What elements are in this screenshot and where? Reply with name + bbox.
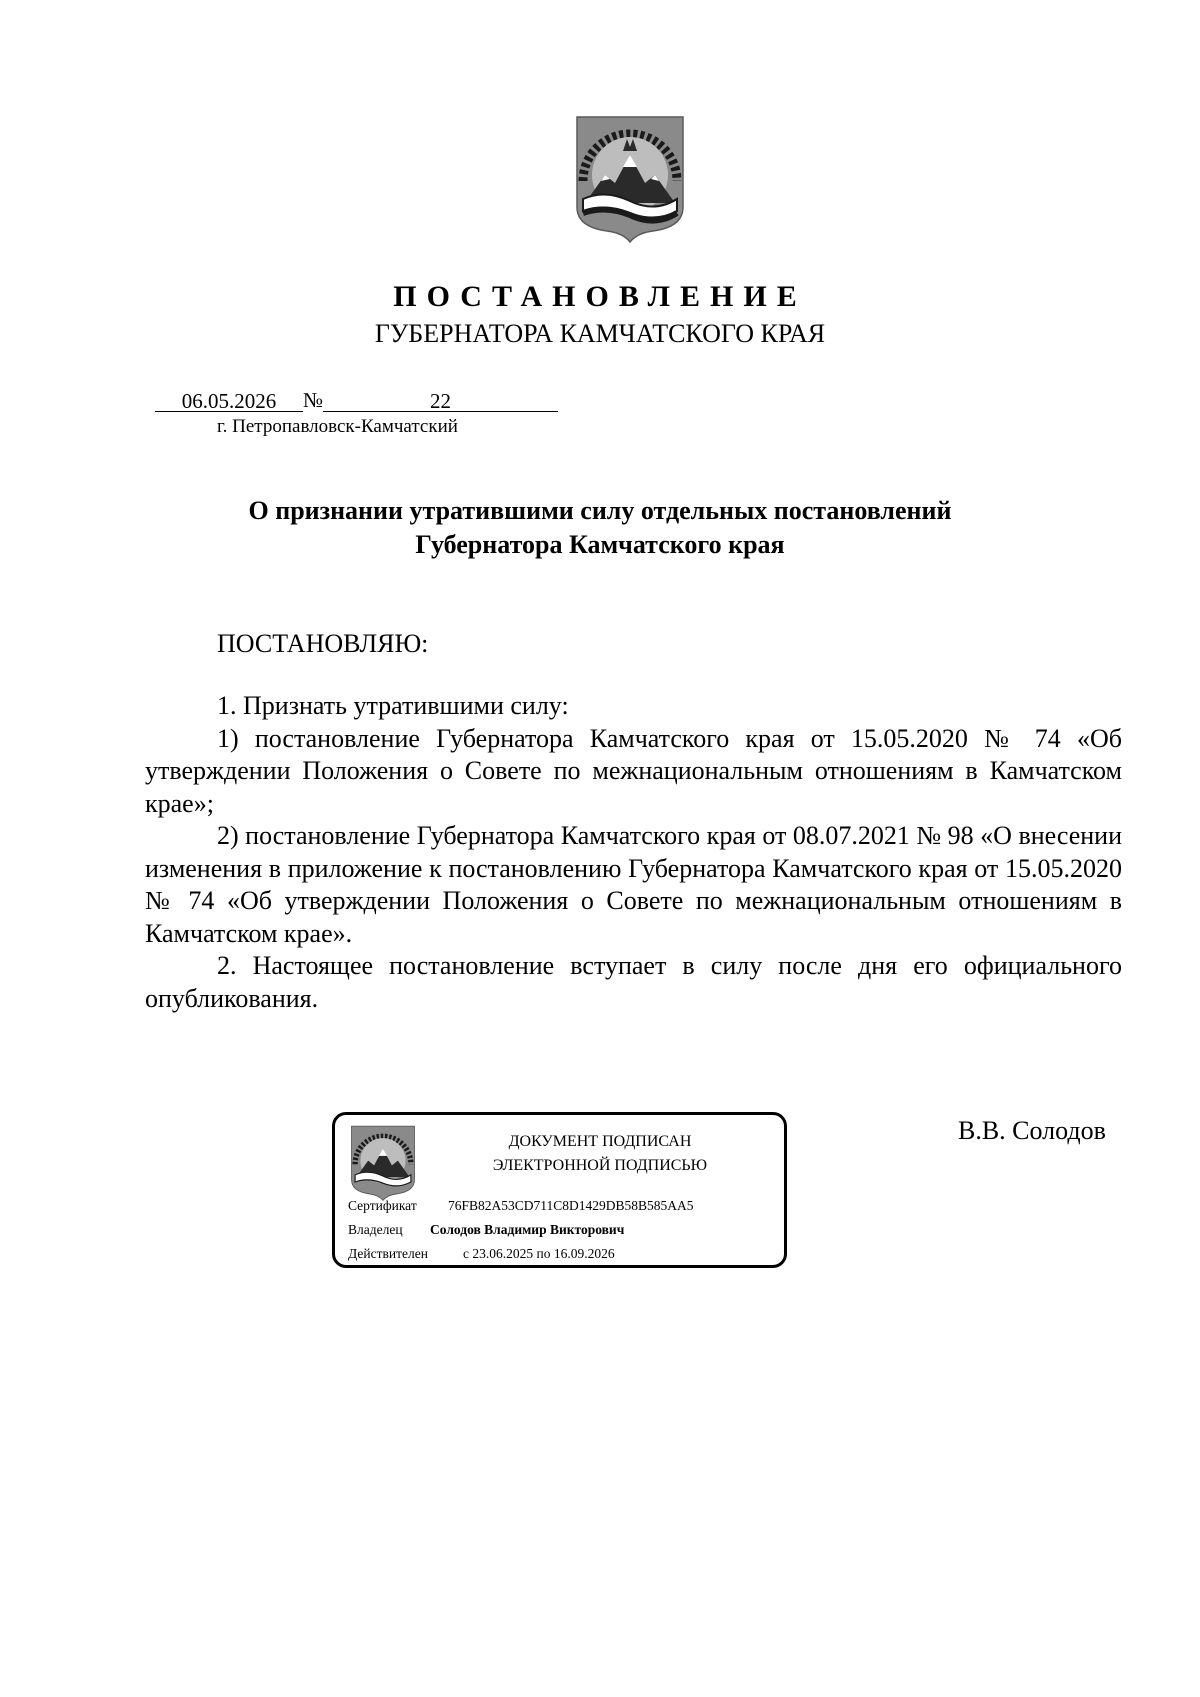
signer-name: В.В. Солодов [958,1116,1106,1145]
title-line-2: Губернатора Камчатского края [415,530,785,559]
paragraph-4: 2. Настоящее постановление вступает в силу после дня его официального опубликования. [145,951,1122,1013]
certificate-label: Сертификат [348,1198,417,1213]
electronic-signature-stamp [332,1112,787,1268]
stamp-heading [455,1130,745,1178]
document-date: 06.05.2026 [155,389,303,412]
document-type-heading: ПОСТАНОВЛЕНИЕ [393,280,807,313]
validity-label: Действителен [348,1246,428,1261]
city-name: г. Петропавловск-Камчатский [217,416,458,437]
kamchatka-coat-of-arms-icon [575,115,685,243]
paragraph-3: 2) постановление Губернатора Камчатского края от 08.07.2021 № 98 «О внесении изменения в приложение к постановлению Губернатора Камчатского края от 15.05.2020 № 74 «Об утверждении Положения о Совете по межнациональным отношениям в Камчатском крае». [145,821,1122,948]
stamp-coat-of-arms-icon [350,1125,416,1201]
stamp-heading-line-2: ЭЛЕКТРОННОЙ ПОДПИСЬЮ [492,1157,708,1174]
document-title [0,494,1200,562]
certificate-value: 76FB82A53CD711C8D1429DB58B585AA5 [448,1198,694,1213]
validity-row [348,1245,615,1263]
paragraph-2: 1) постановление Губернатора Камчатского края от 15.05.2020 № 74 «Об утверждении Положения о Совете по межнациональным отношениям в Камчатском крае»; [145,723,1122,818]
title-line-1: О признании утратившими силу отдельных постановлений [248,496,952,525]
issuing-authority: ГУБЕРНАТОРА КАМЧАТСКОГО КРАЯ [374,319,826,348]
date-number-line [155,388,558,412]
certificate-row [348,1197,694,1215]
validity-value: с 23.06.2025 по 16.09.2026 [463,1246,615,1261]
owner-label: Владелец [348,1222,403,1237]
paragraph-1: 1. Признать утратившими силу: [217,691,569,720]
resolve-statement: ПОСТАНОВЛЯЮ: [217,629,429,658]
document-number: 22 [323,389,558,412]
number-label: № [303,388,324,412]
owner-value: Солодов Владимир Викторович [430,1222,625,1237]
document-body [145,690,1122,1015]
stamp-heading-line-1: ДОКУМЕНТ ПОДПИСАН [508,1133,692,1150]
owner-row [348,1221,624,1239]
